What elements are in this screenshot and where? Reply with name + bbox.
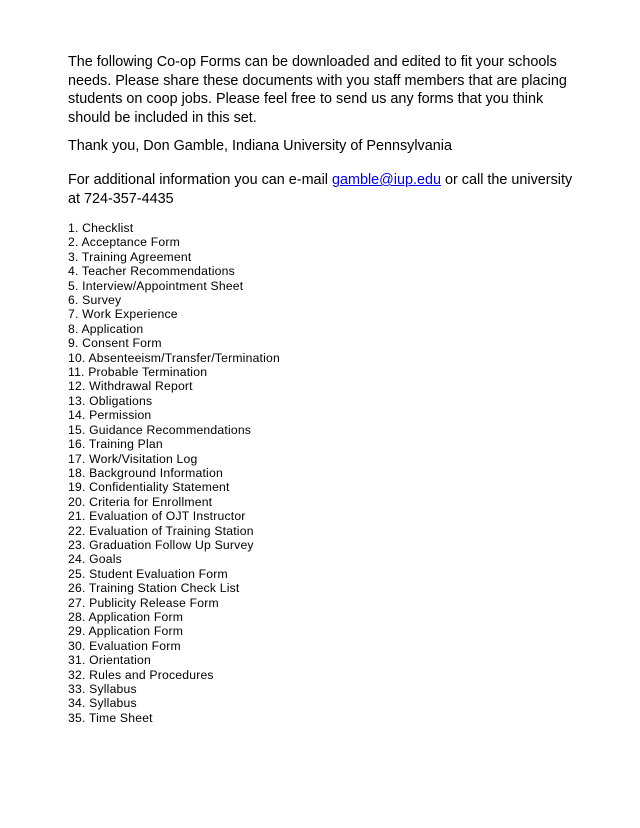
form-list-item: 3. Training Agreement [68,249,192,264]
form-list-item: 30. Evaluation Form [68,638,181,653]
form-list-item: 4. Teacher Recommendations [68,264,235,279]
form-list-item: 31. Orientation [68,653,151,668]
form-list-item: 20. Criteria for Enrollment [68,494,213,509]
contact-text-after: or call the university at 724-357-4435 [68,172,573,207]
form-list-item: 21. Evaluation of OJT Instructor [68,509,246,524]
form-list-item: 22. Evaluation of Training Station [68,523,254,538]
form-list-item: 25. Student Evaluation Form [68,566,228,581]
form-list-item: 11. Probable Termination [68,365,208,380]
form-list-item: 8. Application [68,321,144,336]
form-list-item: 29. Application Form [68,624,184,639]
email-link[interactable]: gamble@iup.edu [331,172,441,188]
form-list-item: 12. Withdrawal Report [68,379,193,394]
form-list-item: 14. Permission [68,408,152,423]
form-list-item: 15. Guidance Recommendations [68,422,252,437]
form-list-item: 5. Interview/Appointment Sheet [68,278,244,293]
form-list-item: 13. Obligations [68,393,153,408]
form-list-item: 17. Work/Visitation Log [68,451,198,466]
intro-paragraph: The following Co-op Forms can be downloaded and edited to fit your schools needs. Please share these documents with you staff members that are placing students on coop jobs. Please feel free to send us any forms that you think should be included in this set. [68,54,567,126]
form-list-item: 26. Training Station Check List [68,581,240,596]
form-list-item: 28. Application Form [68,609,184,624]
form-list-item: 1. Checklist [68,221,134,235]
form-list-item: 27. Publicity Release Form [68,595,219,610]
form-list-item: 6. Survey [68,293,122,308]
form-list-item: 9. Consent Form [68,336,162,351]
form-list-item: 16. Training Plan [68,437,163,452]
contact-paragraph [68,171,588,208]
form-list-item: 34. Syllabus [68,696,137,711]
form-list-item: 32. Rules and Procedures [68,667,214,682]
form-list-item: 10. Absenteeism/Transfer/Termination [68,350,280,365]
form-list-item: 18. Background Information [68,465,223,480]
form-list-item: 7. Work Experience [68,307,178,322]
form-list-item: 35. Time Sheet [68,710,153,725]
form-list-item: 2. Acceptance Form [68,235,180,250]
form-list-item: 23. Graduation Follow Up Survey [68,537,254,552]
form-list-item: 24. Goals [68,552,122,567]
forms-list [68,221,280,725]
form-list-item: 19. Confidentiality Statement [68,480,230,495]
thanks-paragraph: Thank you, Don Gamble, Indiana University of Pennsylvania [68,138,452,154]
form-list-item: 33. Syllabus [68,682,137,696]
contact-text-before: For additional information you can e-mail [68,172,332,188]
